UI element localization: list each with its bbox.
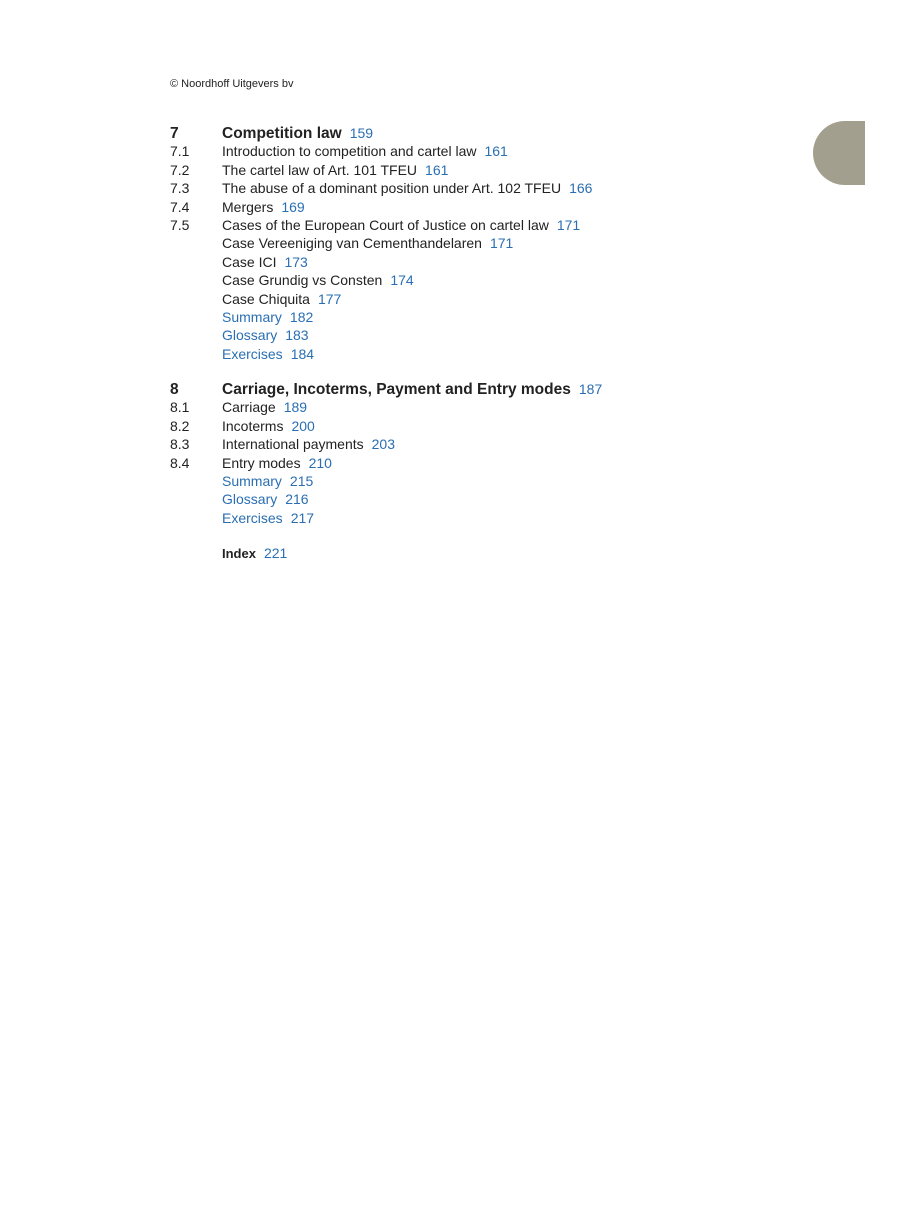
extra-title: Summary: [222, 473, 282, 490]
toc-entry[interactable]: [170, 271, 830, 289]
section-title: Carriage: [222, 399, 276, 416]
chapter-7: [170, 124, 830, 363]
toc-entry[interactable]: [170, 161, 830, 179]
section-title: Entry modes: [222, 454, 301, 471]
page-number[interactable]: 169: [281, 198, 305, 215]
page-number[interactable]: 161: [484, 143, 508, 160]
toc-entry[interactable]: [170, 435, 830, 453]
toc-entry[interactable]: [170, 142, 830, 160]
toc-extra-summary[interactable]: [170, 308, 830, 326]
section-title: Incoterms: [222, 417, 284, 434]
page-number[interactable]: 182: [289, 308, 314, 325]
toc-entry[interactable]: [170, 234, 830, 252]
toc-extra-glossary[interactable]: [170, 490, 830, 508]
toc-index[interactable]: [170, 544, 830, 562]
section-number: 7.5: [170, 216, 190, 233]
toc-entry[interactable]: [170, 454, 830, 472]
extra-title: Exercises: [222, 345, 283, 362]
extra-title: Glossary: [222, 327, 278, 344]
page-number[interactable]: 183: [285, 327, 309, 344]
section-title: Cases of the European Court of Justice on cartel law: [222, 216, 549, 233]
toc-entry[interactable]: [170, 179, 830, 197]
section-title: International payments: [222, 436, 364, 453]
section-title: Case Chiquita: [222, 290, 310, 307]
page-number[interactable]: 216: [285, 491, 309, 508]
toc-entry[interactable]: [170, 216, 830, 234]
toc-entry[interactable]: [170, 290, 830, 308]
toc-extra-exercises[interactable]: [170, 345, 830, 363]
page-number[interactable]: 184: [290, 345, 315, 362]
section-number: 8.3: [170, 436, 190, 453]
section-number: 8.2: [170, 417, 190, 434]
page-number[interactable]: 189: [283, 399, 308, 416]
toc-entry[interactable]: [170, 417, 830, 435]
chapter-number: 7: [170, 125, 179, 142]
page-number[interactable]: 159: [349, 125, 374, 141]
section-number: 8.4: [170, 454, 190, 471]
table-of-contents: [170, 124, 830, 563]
page-number[interactable]: 215: [289, 473, 314, 490]
chapter-title: Competition law: [222, 125, 342, 142]
chapter-heading[interactable]: [170, 124, 830, 142]
toc-extra-glossary[interactable]: [170, 326, 830, 344]
page-number[interactable]: 171: [489, 235, 514, 252]
section-title: Case Grundig vs Consten: [222, 272, 383, 289]
page-number[interactable]: 177: [317, 290, 342, 307]
page-number[interactable]: 166: [569, 180, 593, 197]
toc-extra-exercises[interactable]: [170, 509, 830, 527]
section-title: Mergers: [222, 198, 274, 215]
page-number[interactable]: 210: [308, 454, 332, 471]
page-number[interactable]: 200: [291, 417, 315, 434]
extra-title: Exercises: [222, 509, 283, 526]
section-title: The cartel law of Art. 101 TFEU: [222, 161, 418, 178]
chapter-heading[interactable]: [170, 380, 830, 398]
section-title: Case ICI: [222, 253, 277, 270]
extra-title: Glossary: [222, 491, 278, 508]
extra-title: Summary: [222, 308, 282, 325]
page-number[interactable]: 203: [371, 436, 395, 453]
page-number[interactable]: 173: [284, 253, 308, 270]
toc-entry[interactable]: [170, 198, 830, 216]
chapter-title: Carriage, Incoterms, Payment and Entry modes: [222, 381, 571, 399]
section-number: 7.1: [170, 143, 190, 160]
chapter-number: 8: [170, 381, 179, 399]
section-title: Case Vereeniging van Cementhandelaren: [222, 235, 482, 252]
section-number: 7.3: [170, 180, 190, 197]
section-number: 8.1: [170, 399, 190, 416]
section-title: Introduction to competition and cartel law: [222, 143, 477, 160]
index-title: Index: [222, 546, 256, 562]
chapter-8: [170, 380, 830, 527]
copyright-notice: © Noordhoff Uitgevers bv: [170, 78, 294, 90]
section-number: 7.2: [170, 161, 190, 178]
toc-extra-summary[interactable]: [170, 472, 830, 490]
page-number[interactable]: 161: [425, 161, 449, 178]
toc-entry[interactable]: [170, 253, 830, 271]
toc-entry[interactable]: [170, 398, 830, 416]
page-number[interactable]: 174: [390, 272, 414, 289]
page-number[interactable]: 187: [578, 381, 603, 398]
page-number[interactable]: 171: [556, 216, 581, 233]
page-number[interactable]: 217: [290, 509, 315, 526]
section-number: 7.4: [170, 198, 190, 215]
section-title: The abuse of a dominant position under Art. 102 TFEU: [222, 180, 562, 197]
page-number[interactable]: 221: [263, 545, 288, 562]
